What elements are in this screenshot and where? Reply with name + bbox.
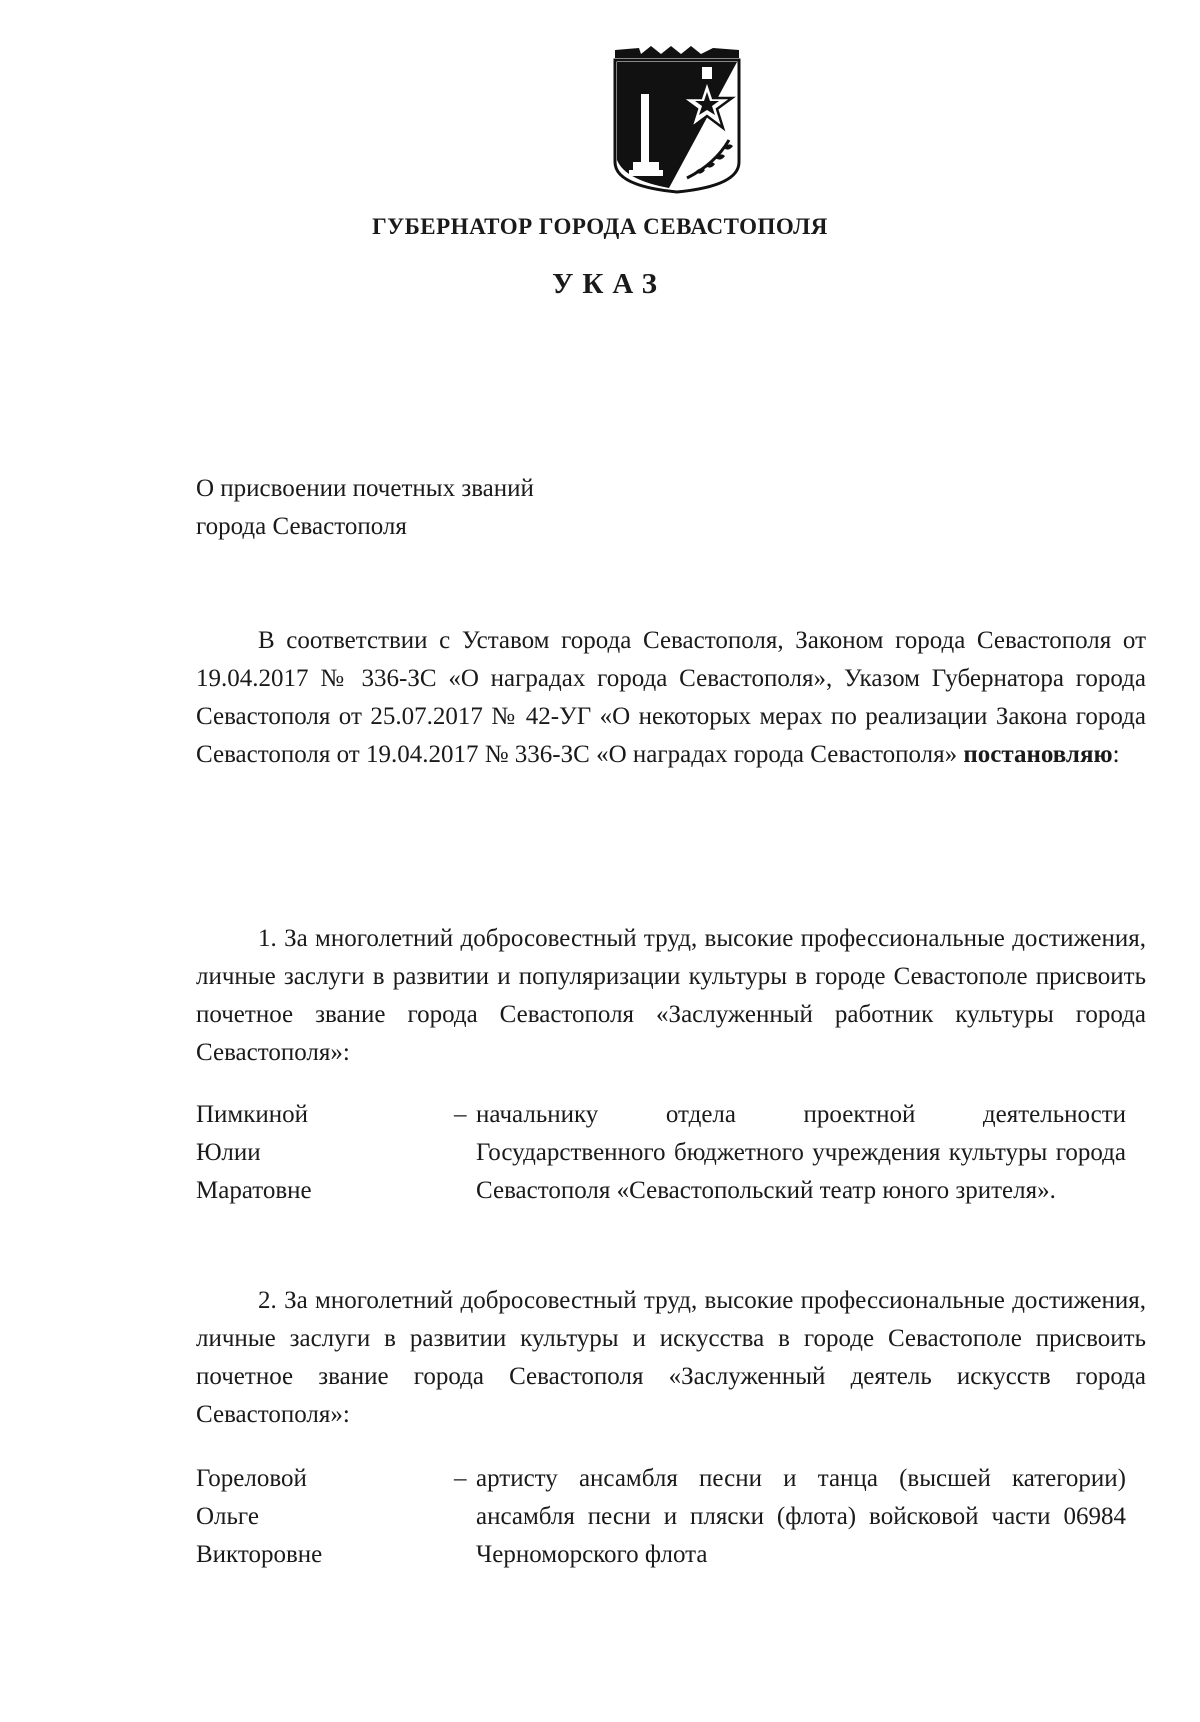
awardee-patronymic: Маратовне <box>196 1177 312 1204</box>
subject-line-2: города Севастополя <box>196 513 407 540</box>
awardee-surname: Пимкиной <box>196 1101 309 1128</box>
awardee-first-name: Юлии <box>196 1139 261 1166</box>
awardee-name <box>196 1096 446 1210</box>
preamble-text: В соответствии с Уставом города Севастополя, Законом города Севастополя от 19.04.2017 № 336-ЗС «О наградах города Севастополя», Указом Губернатора города Севастополя от 25.07.2017 № 42-УГ «О некоторых мерах по реализации Закона города Севастополя от 19.04.2017 № 336-ЗС «О наградах города Севастополя» <box>196 627 1146 768</box>
awardee-first-name: Ольге <box>196 1503 259 1530</box>
preamble-paragraph <box>196 622 1146 774</box>
issuing-authority-heading: ГУБЕРНАТОР ГОРОДА СЕВАСТОПОЛЯ <box>372 214 828 239</box>
decree-item-1: 1. За многолетний добросовестный труд, высокие профессиональные достижения, личные заслуги в развитии и популяризации культуры в городе Севастополе присвоить почетное звание города Севастополя «Заслуженный работник культуры города Севастополя»: <box>196 925 1146 1066</box>
awardee-dash: – <box>454 1101 467 1128</box>
awardee-dash: – <box>454 1465 467 1492</box>
decree-item-2: 2. За многолетний добросовестный труд, высокие профессиональные достижения, личные заслуги в развитии культуры и искусства в городе Севастополе присвоить почетное звание города Севастополя «Заслуженный деятель искусств города Севастополя»: <box>196 1287 1146 1428</box>
document-type-heading: УКАЗ <box>552 268 666 300</box>
awardee-name <box>196 1460 446 1574</box>
awardee-patronymic: Викторовне <box>196 1541 323 1568</box>
awardee-position: начальнику отдела проектной деятельности Государственного бюджетного учреждения культуры города Севастополя «Севастопольский театр юного зрителя». <box>476 1101 1126 1204</box>
decree-subject <box>196 470 534 546</box>
awardee-surname: Гореловой <box>196 1465 307 1492</box>
awardee-position: артисту ансамбля песни и танца (высшей категории) ансамбля песни и пляски (флота) войсковой части 06984 Черноморского флота <box>476 1465 1126 1568</box>
coat-of-arms-icon <box>611 44 743 194</box>
subject-line-1: О присвоении почетных званий <box>196 475 534 502</box>
preamble-end: : <box>1112 741 1120 768</box>
decree-word: постановляю <box>963 741 1113 768</box>
